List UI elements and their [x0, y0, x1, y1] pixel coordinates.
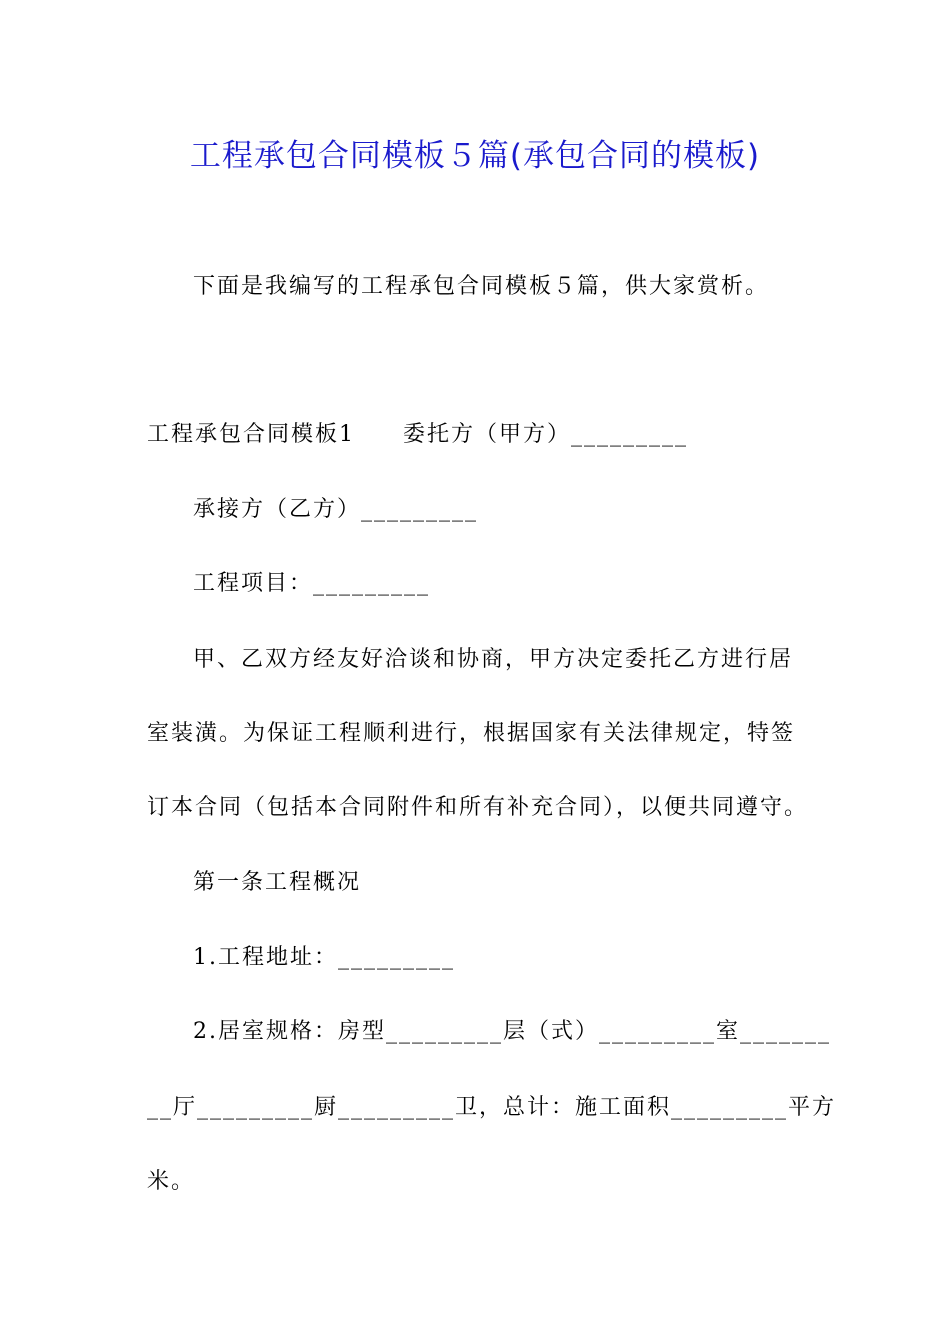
room-spec-line: 2.居室规格：房型_________层（式）_________室_______ — [193, 1019, 831, 1044]
paragraph-line: 订本合同（包括本合同附件和所有补充合同），以便共同遵守。 — [147, 795, 809, 820]
room-spec-line-continued: __厅_________厨_________卫，总计：施工面积_________平方 — [147, 1095, 837, 1120]
document-title: 工程承包合同模板５篇(承包合同的模板) — [189, 138, 761, 174]
paragraph-line: 甲、乙双方经友好洽谈和协商，甲方决定委托乙方进行居 — [193, 647, 794, 672]
intro-paragraph: 下面是我编写的工程承包合同模板５篇，供大家赏析。 — [193, 274, 770, 299]
article-1-heading: 第一条工程概况 — [193, 870, 362, 895]
contract-template-1-heading: 工程承包合同模板1 委托方（甲方）_________ — [147, 422, 688, 447]
contractor-party-line: 承接方（乙方）_________ — [193, 497, 479, 522]
project-line: 工程项目：_________ — [193, 571, 431, 596]
paragraph-line: 室装潢。为保证工程顺利进行，根据国家有关法律规定，特签 — [147, 721, 796, 746]
room-spec-line-end: 米。 — [147, 1169, 196, 1194]
project-address-line: 1.工程地址：_________ — [193, 945, 455, 970]
